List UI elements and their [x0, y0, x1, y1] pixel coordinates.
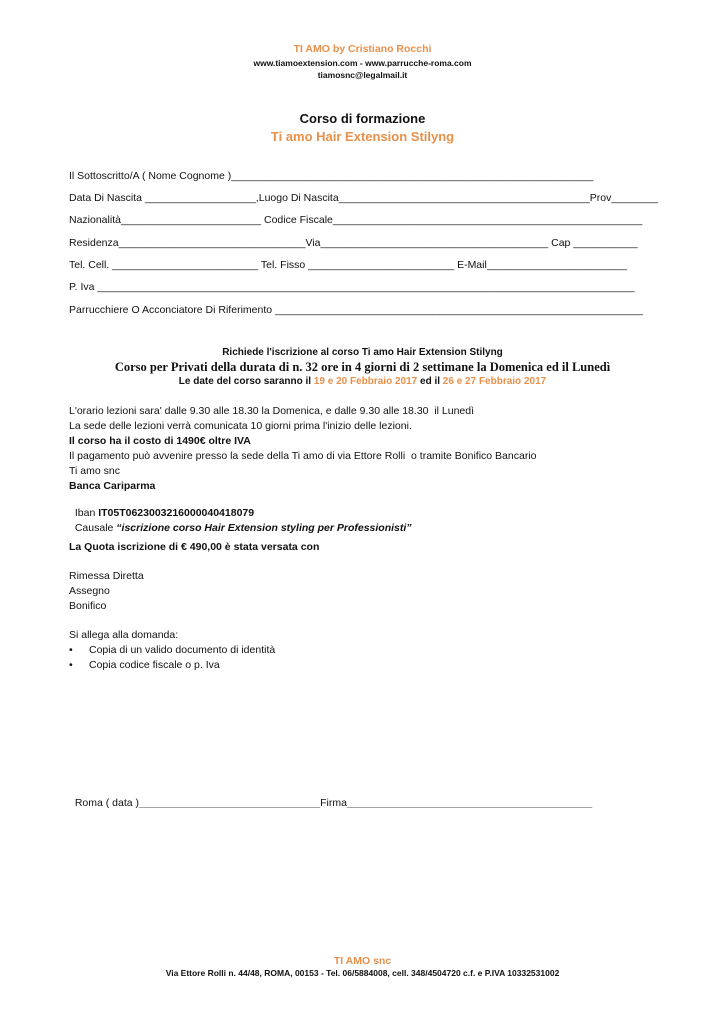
field-piva[interactable]: P. Iva ____________________________________________________________________________________________ — [69, 281, 635, 293]
attachment-item — [69, 659, 220, 671]
request-line: Richiede l'iscrizione al corso Ti amo Hair Extension Stilyng — [222, 347, 503, 358]
field-phone[interactable]: Tel. Cell. _________________________ Tel. Fisso _________________________ E-Mail________________________ — [69, 259, 627, 271]
attachment-label: Copia codice fiscale o p. Iva — [89, 659, 220, 671]
signature-row — [69, 785, 592, 809]
cost-text: Il corso ha il costo di 1490€ oltre IVA — [69, 435, 251, 447]
location-text: La sede delle lezioni verrà comunicata 10 giorni prima l'inizio delle lezioni. — [69, 420, 412, 432]
footer-address: Via Ettore Rolli n. 44/48, ROMA, 00153 - Tel. 06/5884008, cell. 348/4504720 c.f. e P.IVA 10332531002 — [165, 968, 560, 978]
payment-method-check[interactable]: Assegno — [69, 585, 110, 597]
course-date-2: 26 e 27 Febbraio 2017 — [442, 376, 547, 387]
course-date-1: 19 e 20 Febbraio 2017 — [313, 376, 418, 387]
field-nationality[interactable]: Nazionalità________________________ Codice Fiscale_____________________________________________________ — [69, 214, 643, 226]
attachment-label: Copia di un valido documento di identità — [89, 644, 276, 656]
schedule-text: L'orario lezioni sara' dalle 9.30 alle 18.30 la Domenica, e dalle 9.30 alle 18.30 il Lunedì — [69, 405, 475, 417]
causale-value: “iscrizione corso Hair Extension styling per Professionisti” — [116, 522, 412, 534]
payment-method-cash[interactable]: Rimessa Diretta — [69, 570, 144, 582]
header-email: tiamosnc@legalmail.it — [317, 70, 408, 80]
page-title: Corso di formazione — [299, 111, 426, 126]
field-name[interactable]: Il Sottoscritto/A ( Nome Cognome )______________________________________________________________ — [69, 170, 594, 182]
iban-label: Iban — [74, 507, 99, 519]
date-label: Roma ( data ) — [74, 797, 140, 809]
payment-method-transfer[interactable]: Bonifico — [69, 600, 107, 612]
quota-text: La Quota iscrizione di € 490,00 è stata versata con — [69, 541, 320, 553]
date-field[interactable]: _______________________________ — [139, 797, 321, 809]
attachments-intro: Si allega alla domanda: — [69, 629, 179, 641]
payment-text: Il pagamento può avvenire presso la sede della Ti amo di via Ettore Rolli o tramite Bonifico Bancario — [69, 450, 537, 462]
field-birth[interactable]: Data Di Nascita ___________________,Luogo Di Nascita___________________________________________Prov________ — [69, 192, 659, 204]
signature-label: Firma — [320, 797, 347, 809]
causale-label: Causale — [74, 522, 117, 534]
course-dates-mid: ed il — [417, 376, 443, 387]
bullet-icon: • — [69, 659, 73, 671]
field-residence[interactable]: Residenza________________________________Via_______________________________________ Cap ___________ — [69, 237, 638, 249]
bank-name: Banca Cariparma — [69, 480, 156, 492]
footer-brand: TI AMO snc — [333, 955, 392, 967]
course-dates-prefix: Le date del corso saranno il — [178, 376, 314, 387]
header-brand: TI AMO by Cristiano Rocchi — [293, 43, 432, 55]
signature-field[interactable]: __________________________________________ — [346, 797, 593, 809]
causale-row — [69, 510, 412, 534]
course-dates — [0, 376, 725, 387]
attachment-item — [69, 644, 275, 656]
field-salon[interactable]: Parrucchiere O Acconciatore Di Riferimento _______________________________________________________________ — [69, 304, 643, 316]
page-subtitle: Ti amo Hair Extension Stilyng — [270, 129, 455, 144]
bullet-icon: • — [69, 644, 73, 656]
course-description: Corso per Privati della durata di n. 32 ore in 4 giorni di 2 settimane la Domenica ed il Lunedì — [114, 360, 611, 374]
header-websites: www.tiamoextension.com - www.parrucche-roma.com — [253, 58, 472, 68]
iban-value: IT05T0623003216000040418079 — [98, 507, 255, 519]
company-name: Ti amo snc — [69, 465, 120, 477]
